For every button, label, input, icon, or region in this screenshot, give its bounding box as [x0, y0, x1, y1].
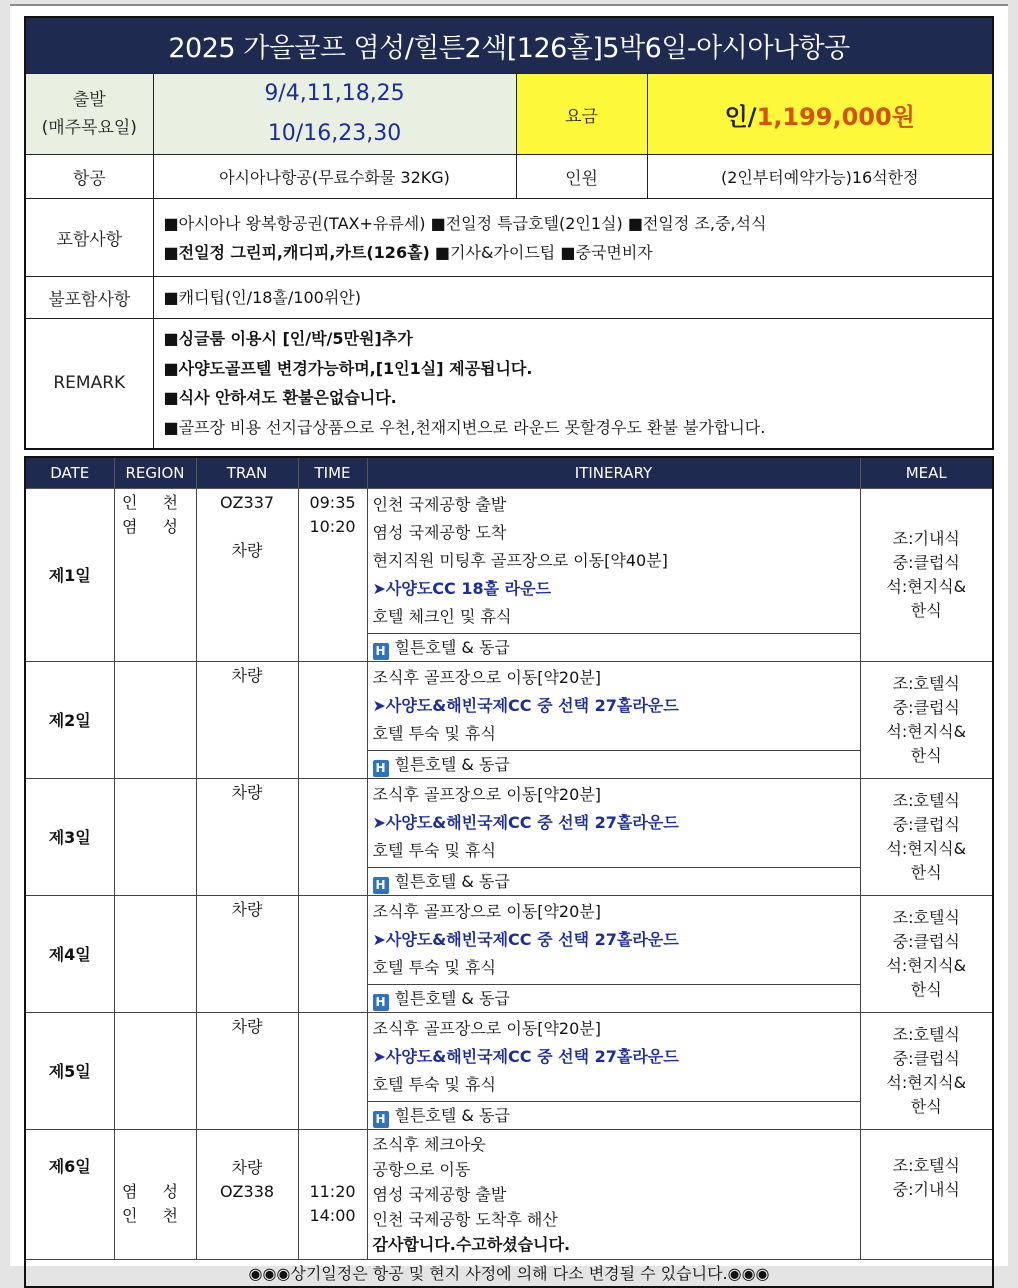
included-item: ■아시아나 왕복항공권(TAX+유류세) ■전일정 특급호텔(2인1실) ■전일정 조,중,석식 — [163, 213, 767, 233]
hotel: H 힐튼호텔 & 동급 — [367, 984, 860, 1012]
time — [298, 895, 367, 1012]
remark-list — [153, 319, 993, 449]
hotel: H 힐튼호텔 & 동급 — [367, 867, 860, 895]
region — [114, 1012, 196, 1129]
header-itinerary: ITINERARY — [367, 457, 860, 489]
excluded-label: 불포함사항 — [25, 277, 153, 319]
summary-table — [24, 16, 994, 450]
day-row — [25, 778, 993, 867]
region: 인 천 염 성 — [114, 488, 196, 661]
airline-value: 아시아나항공(무료수화물 32KG) — [153, 155, 516, 199]
included-item: ■전일정 그린피,캐디피,카트(126홀) — [163, 242, 430, 262]
region — [114, 895, 196, 1012]
document — [24, 16, 994, 1288]
day-row — [25, 895, 993, 984]
activities: 인천 국제공항 출발 염성 국제공항 도착 현지직원 미팅후 골프장으로 이동[약40분] ➤사양도CC 18홀 라운드 호텔 체크인 및 휴식 — [367, 488, 860, 633]
day-row — [25, 1129, 993, 1259]
remark-item: ■싱글룸 이용시 [인/박/5만원]추가 — [163, 329, 413, 349]
meal: 조:호텔식 중:클럽식 석:현지식& 한식 — [860, 778, 993, 895]
header-time: TIME — [298, 457, 367, 489]
header-date: DATE — [25, 457, 114, 489]
airline-label: 항공 — [25, 155, 153, 199]
day-label: 제1일 — [25, 488, 114, 661]
activities: 조식후 골프장으로 이동[약20분] ➤사양도&해빈국제CC 중 선택 27홀라운드 호텔 투숙 및 휴식 — [367, 778, 860, 867]
included-label: 포함사항 — [25, 199, 153, 277]
time: 09:35 10:20 — [298, 488, 367, 661]
pax-label: 인원 — [516, 155, 647, 199]
meal: 조:호텔식 중:기내식 — [860, 1129, 993, 1259]
meal: 조:호텔식 중:클럽식 석:현지식& 한식 — [860, 661, 993, 778]
hotel: H 힐튼호텔 & 동급 — [367, 633, 860, 661]
transport: 차량 — [196, 778, 298, 895]
departure-label: 출발 (매주목요일) — [25, 74, 153, 155]
region: 염 성 인 천 — [114, 1129, 196, 1259]
day-label: 제5일 — [25, 1012, 114, 1129]
transport: 차량 OZ338 — [196, 1129, 298, 1259]
departure-dates: 9/4,11,18,25 10/16,23,30 — [153, 74, 516, 155]
header-tran: TRAN — [196, 457, 298, 489]
activities: 조식후 골프장으로 이동[약20분] ➤사양도&해빈국제CC 중 선택 27홀라운드 호텔 투숙 및 휴식 — [367, 895, 860, 984]
day-row — [25, 488, 993, 633]
activities: 조식후 골프장으로 이동[약20분] ➤사양도&해빈국제CC 중 선택 27홀라운드 호텔 투숙 및 휴식 — [367, 661, 860, 750]
hotel-icon: H — [373, 643, 389, 660]
excluded-item: ■캐디팁(인/18홀/100위안) — [153, 277, 993, 319]
region — [114, 661, 196, 778]
day-label: 제4일 — [25, 895, 114, 1012]
footer-notice: ◉◉◉상기일정은 항공 및 현지 사정에 의해 다소 변경될 수 있습니다.◉◉◉ — [25, 1259, 993, 1287]
hotel: H 힐튼호텔 & 동급 — [367, 1101, 860, 1129]
day-row — [25, 1012, 993, 1101]
page-title: 2025 가을골프 염성/힐튼2색[126홀]5박6일-아시아나항공 — [25, 17, 993, 74]
remark-item: ■골프장 비용 선지급상품으로 우천,천재지변으로 라운드 못할경우도 환불 불가합니다. — [163, 417, 766, 437]
day-row — [25, 661, 993, 750]
meal: 조:호텔식 중:클럽식 석:현지식& 한식 — [860, 895, 993, 1012]
page — [10, 4, 1008, 1283]
hotel-icon: H — [373, 760, 389, 777]
time — [298, 778, 367, 895]
activities: 조식후 골프장으로 이동[약20분] ➤사양도&해빈국제CC 중 선택 27홀라운드 호텔 투숙 및 휴식 — [367, 1012, 860, 1101]
header-meal: MEAL — [860, 457, 993, 489]
meal: 조:기내식 중:클럽식 석:현지식& 한식 — [860, 488, 993, 661]
remark-item: ■사양도골프텔 변경가능하며,[1인1실] 제공됩니다. — [163, 358, 533, 378]
hotel: H 힐튼호텔 & 동급 — [367, 750, 860, 778]
transport: 차량 — [196, 661, 298, 778]
pax-value: (2인부터예약가능)16석한정 — [647, 155, 993, 199]
transport: 차량 — [196, 895, 298, 1012]
day-label: 제6일 — [25, 1129, 114, 1259]
activities: 조식후 체크아웃 공항으로 이동 염성 국제공항 출발 인천 국제공항 도착후 해산 감사합니다.수고하셨습니다. — [367, 1129, 860, 1259]
itinerary-header — [25, 457, 993, 489]
hotel-icon: H — [373, 1111, 389, 1128]
included-item: ■기사&가이드팁 ■중국면비자 — [429, 242, 653, 262]
region — [114, 778, 196, 895]
price-label: 요금 — [516, 74, 647, 155]
day-label: 제2일 — [25, 661, 114, 778]
time — [298, 1012, 367, 1129]
time — [298, 661, 367, 778]
hotel-icon: H — [373, 994, 389, 1011]
day-label: 제3일 — [25, 778, 114, 895]
time: 11:20 14:00 — [298, 1129, 367, 1259]
price-value: 인/1,199,000원 — [647, 74, 993, 155]
included-list — [153, 199, 993, 277]
meal: 조:호텔식 중:클럽식 석:현지식& 한식 — [860, 1012, 993, 1129]
itinerary-table — [24, 456, 994, 1288]
header-region: REGION — [114, 457, 196, 489]
remark-label: REMARK — [25, 319, 153, 449]
transport: 차량 — [196, 1012, 298, 1129]
hotel-icon: H — [373, 877, 389, 894]
transport: OZ337 차량 — [196, 488, 298, 661]
remark-item: ■식사 안하셔도 환불은없습니다. — [163, 388, 397, 408]
